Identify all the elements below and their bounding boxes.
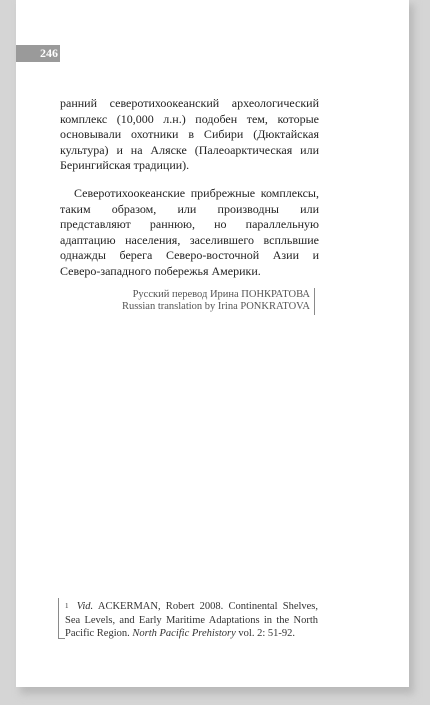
footnote-number: 1 (65, 602, 69, 610)
paragraph-1: ранний северотихоокеанский археологический комплекс (10,000 л.н.) подобен тем, которые основывали охотники в Сибири (Дюктайская культура) и на Аляске (Палеоарктическая или Берингийская традиции). (60, 96, 319, 172)
footnote-journal: North Pacific Prehistory (132, 628, 236, 639)
footnote-bracket (58, 598, 65, 639)
footnote (65, 600, 318, 641)
page-number: 246 (16, 45, 60, 62)
credit-divider (314, 288, 315, 315)
footnote-pages: vol. 2: 51-92. (238, 628, 296, 639)
document-page (16, 0, 409, 687)
credit-russian: Русский перевод Ирина ПОНКРАТОВА (132, 289, 310, 300)
footnote-citation: ACKERMAN, Robert 2008. Continental Shelves, Sea Levels, and Early Maritime Adaptations in the North Pacific Region. (65, 601, 319, 639)
paragraph-2: Северотихоокеанские прибрежные комплексы, таким образом, или производны или представляют раннюю, но параллельную адаптацию населения, заселившего вспльвшие однажды берега Северо-восточной Азии и Северо-западного побережья Америки. (60, 186, 319, 278)
translation-credit (76, 289, 310, 313)
footnote-vid: Vid. (76, 601, 94, 612)
credit-english: Russian translation by Irina PONKRATOVA (121, 301, 310, 312)
